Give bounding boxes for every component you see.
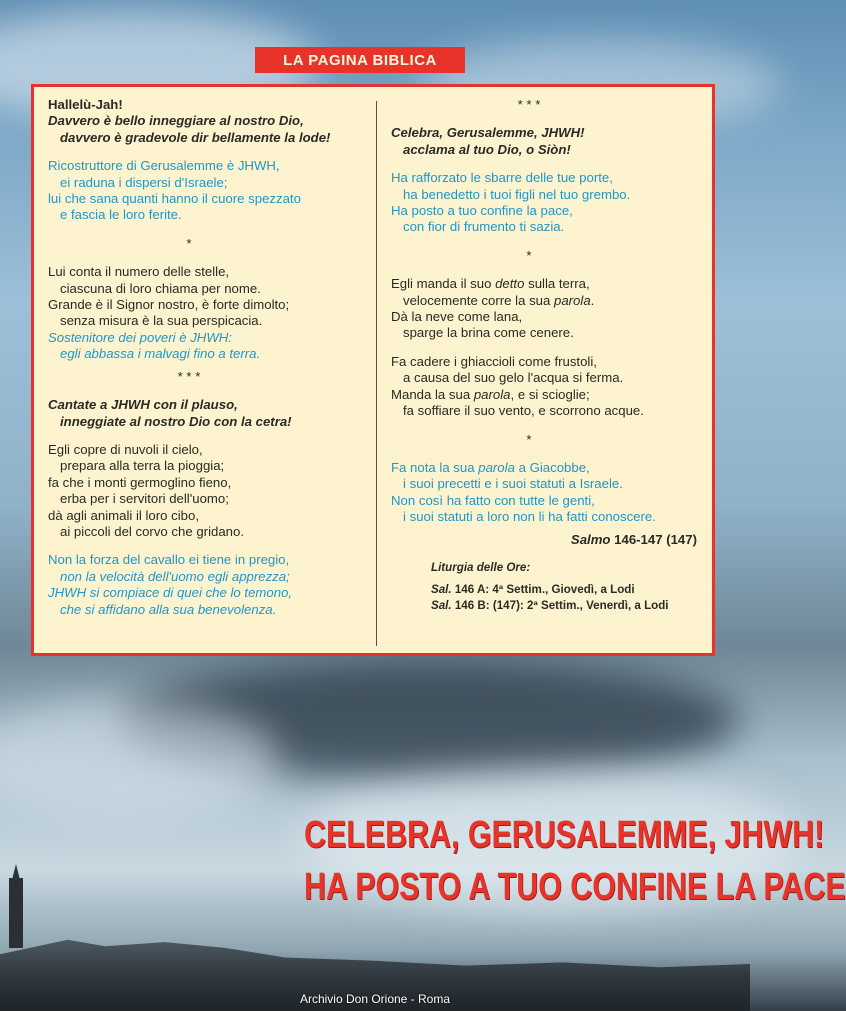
verse-line: Sostenitore dei poveri è JHWH: (48, 329, 232, 345)
psalm-panel (31, 84, 715, 656)
verse-line: Manda la sua parola, e si scioglie; (391, 386, 590, 402)
liturgy-title: Liturgia delle Ore: (431, 560, 531, 574)
verse-line: Non così ha fatto con tutte le genti, (391, 492, 595, 508)
verse-line: lui che sana quanti hanno il cuore spezzato (48, 191, 301, 207)
verse-line: che si affidano alla sua benevolenza. (60, 601, 277, 617)
verse-line: Dà la neve come lana, (391, 309, 523, 325)
stanza-separator: * (526, 431, 532, 447)
bell-tower-silhouette (9, 878, 23, 948)
verse-line: erba per i servitori dell'uomo; (60, 491, 229, 507)
verse-line: Lui conta il numero delle stelle, (48, 264, 230, 280)
verse-line: Cantate a JHWH con il plauso, (48, 397, 238, 413)
verse-line: Egli copre di nuvoli il cielo, (48, 441, 203, 457)
verse-line: Davvero è bello inneggiare al nostro Dio, (48, 113, 304, 129)
verse-line: Fa nota la sua parola a Giacobbe, (391, 459, 590, 475)
verse-line: senza misura è la sua perspicacia. (60, 313, 263, 329)
verse-line: i suoi statuti a loro non li ha fatti conoscere. (403, 509, 656, 525)
stanza-separator: * (526, 247, 532, 263)
verse-line: sparge la brina come cenere. (403, 325, 574, 341)
verse-line: velocemente corre la sua parola. (403, 292, 595, 308)
verse-line: Celebra, Gerusalemme, JHWH! (391, 125, 585, 141)
verse-line: ha benedetto i tuoi figli nel tuo grembo. (403, 186, 631, 202)
verse-line: con fior di frumento ti sazia. (403, 219, 565, 235)
right-column (391, 97, 707, 614)
verse-line: JHWH si compiace di quei che lo temono, (48, 585, 293, 601)
verse-line: ai piccoli del corvo che gridano. (60, 523, 244, 539)
left-column (48, 97, 370, 618)
verse-line: dà agli animali il loro cibo, (48, 507, 199, 523)
column-divider (376, 101, 377, 646)
verse-line: a causa del suo gelo l'acqua si ferma. (403, 370, 624, 386)
verse-line: Ricostruttore di Gerusalemme è JHWH, (48, 158, 280, 174)
verse-line: Fa cadere i ghiaccioli come frustoli, (391, 353, 597, 369)
verse-line: Non la forza del cavallo ei tiene in pregio, (48, 552, 290, 568)
verse-line: ei raduna i dispersi d'Israele; (60, 174, 228, 190)
archive-footer: Archivio Don Orione - Roma (299, 992, 451, 1006)
verse-line: Egli manda il suo detto sulla terra, (391, 276, 590, 292)
stanza-separator: * * * (517, 97, 541, 112)
verse-line: fa soffiare il suo vento, e scorrono acque. (403, 403, 644, 419)
verse-line: prepara alla terra la pioggia; (60, 458, 225, 474)
liturgy-line: Sal. 146 B: (147): 2ª Settim., Venerdì, a Lodi (431, 598, 669, 612)
verse-line: davvero è gradevole dir bellamente la lode! (60, 129, 331, 145)
headline-line-2: HA POSTO A TUO CONFINE LA PACE (304, 866, 846, 908)
headline-line-1: CELEBRA, GERUSALEMME, JHWH! (304, 814, 825, 856)
liturgy-line: Sal. 146 A: 4ª Settim., Giovedì, a Lodi (431, 582, 635, 596)
verse-line: egli abbassa i malvagi fino a terra. (60, 346, 261, 362)
verse-line: acclama al tuo Dio, o Siòn! (403, 141, 571, 157)
verse-line: Hallelù-Jah! (48, 97, 123, 112)
psalm-source: Salmo 146-147 (147) (570, 531, 697, 547)
verse-line: inneggiate al nostro Dio con la cetra! (60, 413, 292, 429)
stanza-separator: * * * (177, 368, 201, 384)
stanza-separator: * (186, 235, 192, 251)
verse-line: e fascia le loro ferite. (60, 207, 182, 223)
verse-line: Grande è il Signor nostro, è forte dimolto; (48, 297, 290, 313)
verse-line: fa che i monti germoglino fieno, (48, 474, 232, 490)
verse-line: i suoi precetti e i suoi statuti a Israele. (403, 476, 623, 492)
verse-line: ciascuna di loro chiama per nome. (60, 280, 261, 296)
verse-line: Ha rafforzato le sbarre delle tue porte, (391, 170, 613, 186)
section-tag: LA PAGINA BIBLICA (255, 47, 465, 73)
verse-line: Ha posto a tuo confine la pace, (391, 203, 573, 219)
verse-line: non la velocità dell'uomo egli apprezza; (60, 568, 290, 584)
